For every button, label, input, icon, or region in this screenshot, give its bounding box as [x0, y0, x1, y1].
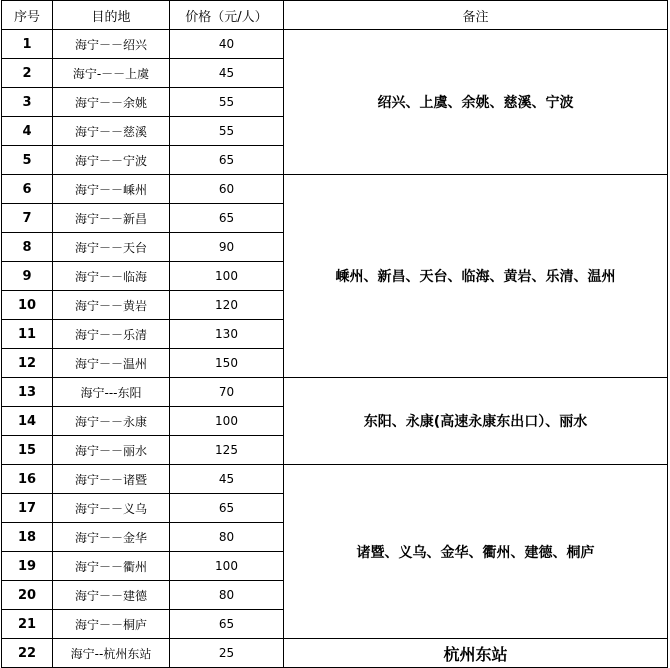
row-price: 100 — [170, 262, 284, 291]
row-index: 14 — [2, 407, 53, 436]
row-index: 2 — [2, 59, 53, 88]
row-destination: 海宁－－桐庐 — [53, 610, 170, 639]
row-price: 100 — [170, 407, 284, 436]
row-index: 1 — [2, 30, 53, 59]
row-price: 70 — [170, 378, 284, 407]
row-price: 65 — [170, 146, 284, 175]
header-price: 价格（元/人） — [170, 1, 284, 30]
row-destination: 海宁－－丽水 — [53, 436, 170, 465]
table-row — [2, 175, 668, 204]
row-destination: 海宁－－绍兴 — [53, 30, 170, 59]
row-destination: 海宁－－诸暨 — [53, 465, 170, 494]
row-destination: 海宁－－宁波 — [53, 146, 170, 175]
row-destination: 海宁---东阳 — [53, 378, 170, 407]
row-index: 13 — [2, 378, 53, 407]
row-destination: 海宁－－建德 — [53, 581, 170, 610]
row-destination: 海宁－－新昌 — [53, 204, 170, 233]
row-destination: 海宁-－－上虞 — [53, 59, 170, 88]
row-price: 55 — [170, 117, 284, 146]
row-index: 10 — [2, 291, 53, 320]
row-price: 125 — [170, 436, 284, 465]
row-price: 40 — [170, 30, 284, 59]
row-index: 9 — [2, 262, 53, 291]
row-price: 100 — [170, 552, 284, 581]
row-index: 11 — [2, 320, 53, 349]
row-price: 60 — [170, 175, 284, 204]
row-destination: 海宁--杭州东站 — [53, 639, 170, 668]
table-row — [2, 465, 668, 494]
header-destination: 目的地 — [53, 1, 170, 30]
row-index: 3 — [2, 88, 53, 117]
row-price: 80 — [170, 523, 284, 552]
row-price: 25 — [170, 639, 284, 668]
row-destination: 海宁－－慈溪 — [53, 117, 170, 146]
row-destination: 海宁－－临海 — [53, 262, 170, 291]
row-price: 45 — [170, 465, 284, 494]
row-price: 80 — [170, 581, 284, 610]
row-price: 150 — [170, 349, 284, 378]
row-destination: 海宁－－义乌 — [53, 494, 170, 523]
row-index: 20 — [2, 581, 53, 610]
row-index: 6 — [2, 175, 53, 204]
header-row — [2, 1, 668, 30]
row-index: 21 — [2, 610, 53, 639]
row-destination: 海宁－－永康 — [53, 407, 170, 436]
row-index: 18 — [2, 523, 53, 552]
row-price: 90 — [170, 233, 284, 262]
row-destination: 海宁－－余姚 — [53, 88, 170, 117]
row-price: 55 — [170, 88, 284, 117]
row-index: 4 — [2, 117, 53, 146]
row-price: 45 — [170, 59, 284, 88]
row-index: 8 — [2, 233, 53, 262]
note-group-1: 绍兴、上虞、余姚、慈溪、宁波 — [284, 30, 668, 175]
row-price: 130 — [170, 320, 284, 349]
row-destination: 海宁－－金华 — [53, 523, 170, 552]
header-index: 序号 — [2, 1, 53, 30]
row-destination: 海宁－－天台 — [53, 233, 170, 262]
row-index: 22 — [2, 639, 53, 668]
row-price: 65 — [170, 204, 284, 233]
row-price: 65 — [170, 494, 284, 523]
fare-table — [1, 0, 668, 668]
row-index: 19 — [2, 552, 53, 581]
row-index: 12 — [2, 349, 53, 378]
row-destination: 海宁－－衢州 — [53, 552, 170, 581]
row-destination: 海宁－－乐清 — [53, 320, 170, 349]
table-row — [2, 639, 668, 668]
row-destination: 海宁－－嵊州 — [53, 175, 170, 204]
note-group-5: 杭州东站 — [284, 639, 668, 668]
row-destination: 海宁－－黄岩 — [53, 291, 170, 320]
note-group-3: 东阳、永康(高速永康东出口）、丽水 — [284, 378, 668, 465]
row-destination: 海宁－－温州 — [53, 349, 170, 378]
header-note: 备注 — [284, 1, 668, 30]
note-group-2: 嵊州、新昌、天台、临海、黄岩、乐清、温州 — [284, 175, 668, 378]
table-row — [2, 378, 668, 407]
row-price: 65 — [170, 610, 284, 639]
row-index: 16 — [2, 465, 53, 494]
row-index: 5 — [2, 146, 53, 175]
row-index: 15 — [2, 436, 53, 465]
row-index: 7 — [2, 204, 53, 233]
note-group-4: 诸暨、义乌、金华、衢州、建德、桐庐 — [284, 465, 668, 639]
row-price: 120 — [170, 291, 284, 320]
row-index: 17 — [2, 494, 53, 523]
table-row — [2, 30, 668, 59]
